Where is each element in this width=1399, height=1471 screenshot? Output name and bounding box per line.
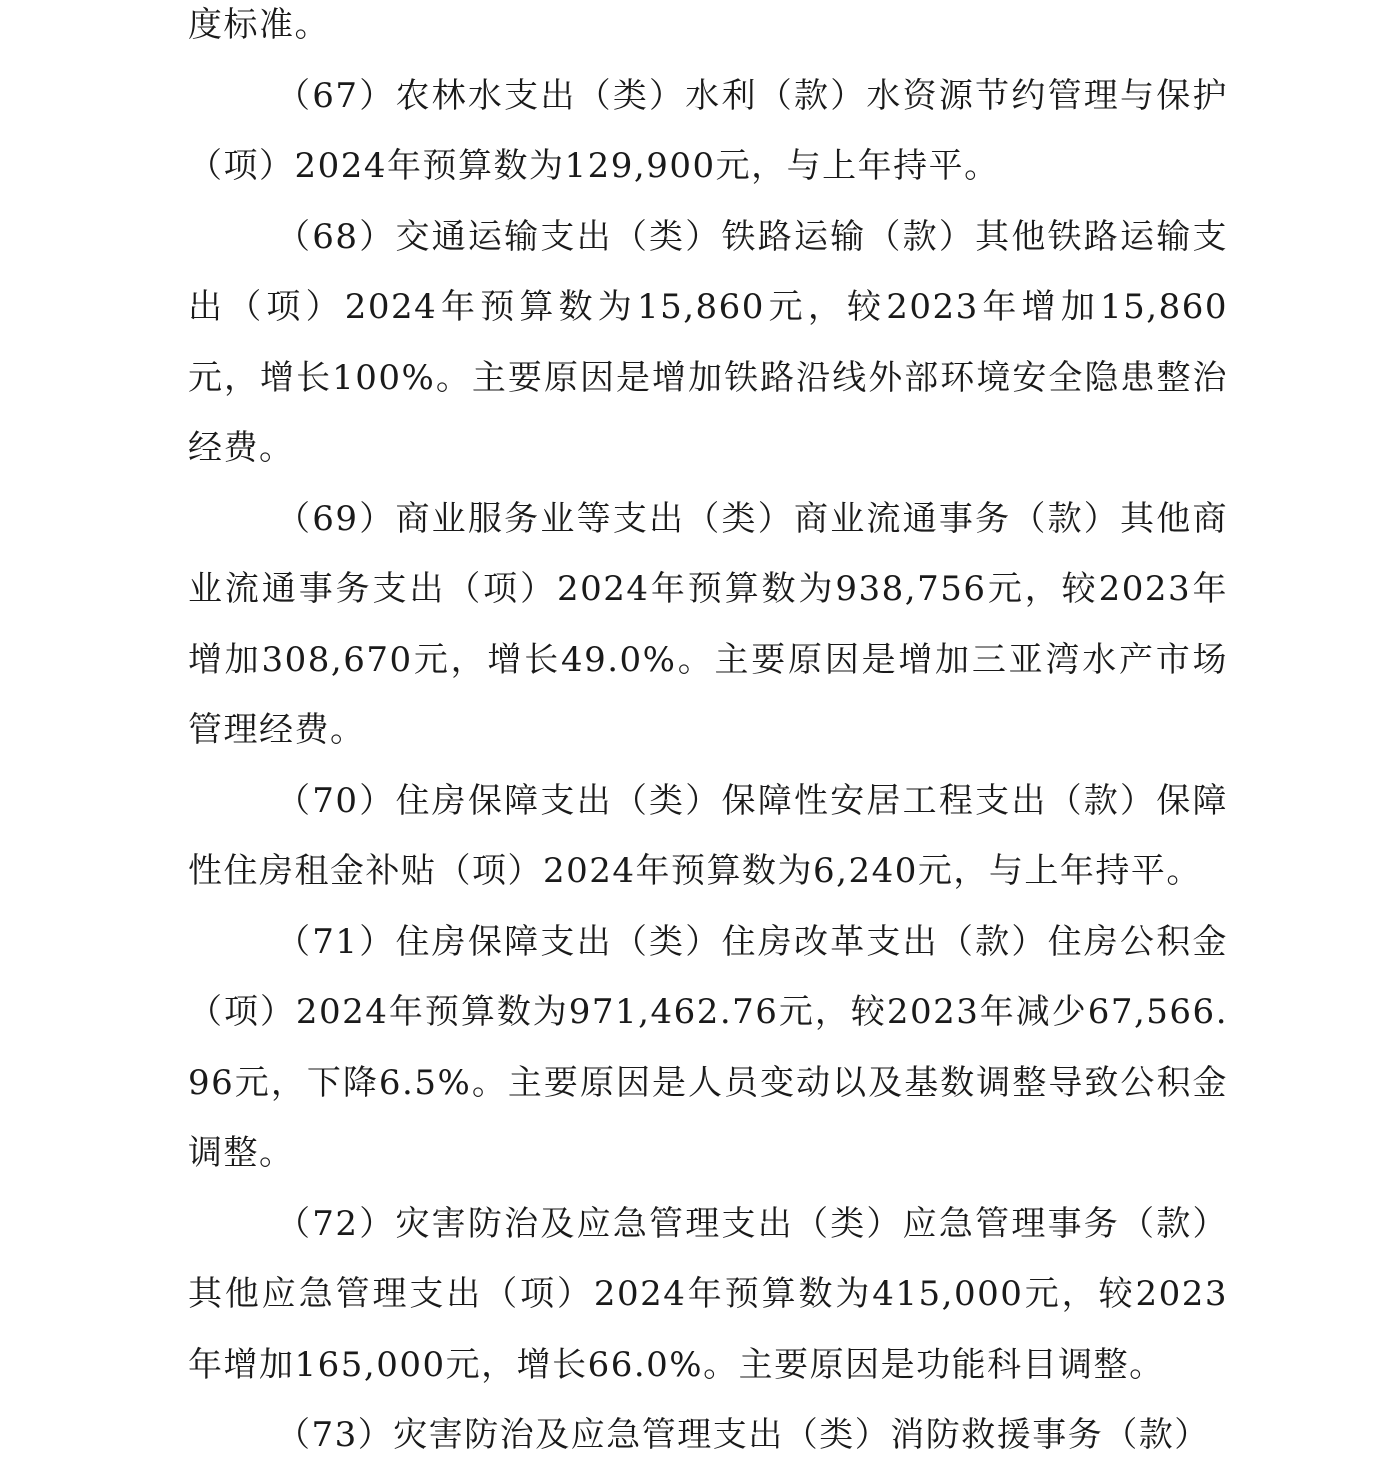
paragraph-item-70: （70）住房保障支出（类）保障性安居工程支出（款）保障性住房租金补贴（项）2024年预算数为6,240元，与上年持平。 [188, 780, 1228, 891]
paragraph-continuation: 度标准。 [188, 5, 330, 45]
paragraph-item-68: （68）交通运输支出（类）铁路运输（款）其他铁路运输支出（项）2024年预算数为15,860元，较2023年增加15,860元，增长100%。主要原因是增加铁路沿线外部环境安全隐患整治经费。 [188, 216, 1228, 468]
paragraph-item-71: （71）住房保障支出（类）住房改革支出（款）住房公积金（项）2024年预算数为971,462.76元，较2023年减少67,566.96元，下降6.5%。主要原因是人员变动以及基数调整导致公积金调整。 [188, 921, 1228, 1173]
paragraph-item-69: （69）商业服务业等支出（类）商业流通事务（款）其他商业流通事务支出（项）2024年预算数为938,756元，较2023年增加308,670元，增长49.0%。主要原因是增加三亚湾水产市场管理经费。 [188, 498, 1228, 750]
paragraph-item-73: （73）灾害防治及应急管理支出（类）消防救援事务（款） [276, 1415, 1210, 1455]
document-page [188, 0, 1228, 1471]
paragraph-item-72: （72）灾害防治及应急管理支出（类）应急管理事务（款）其他应急管理支出（项）2024年预算数为415,000元，较2023年增加165,000元，增长66.0%。主要原因是功能科目调整。 [188, 1203, 1228, 1385]
paragraph-item-67: （67）农林水支出（类）水利（款）水资源节约管理与保护（项）2024年预算数为129,900元，与上年持平。 [188, 75, 1228, 186]
